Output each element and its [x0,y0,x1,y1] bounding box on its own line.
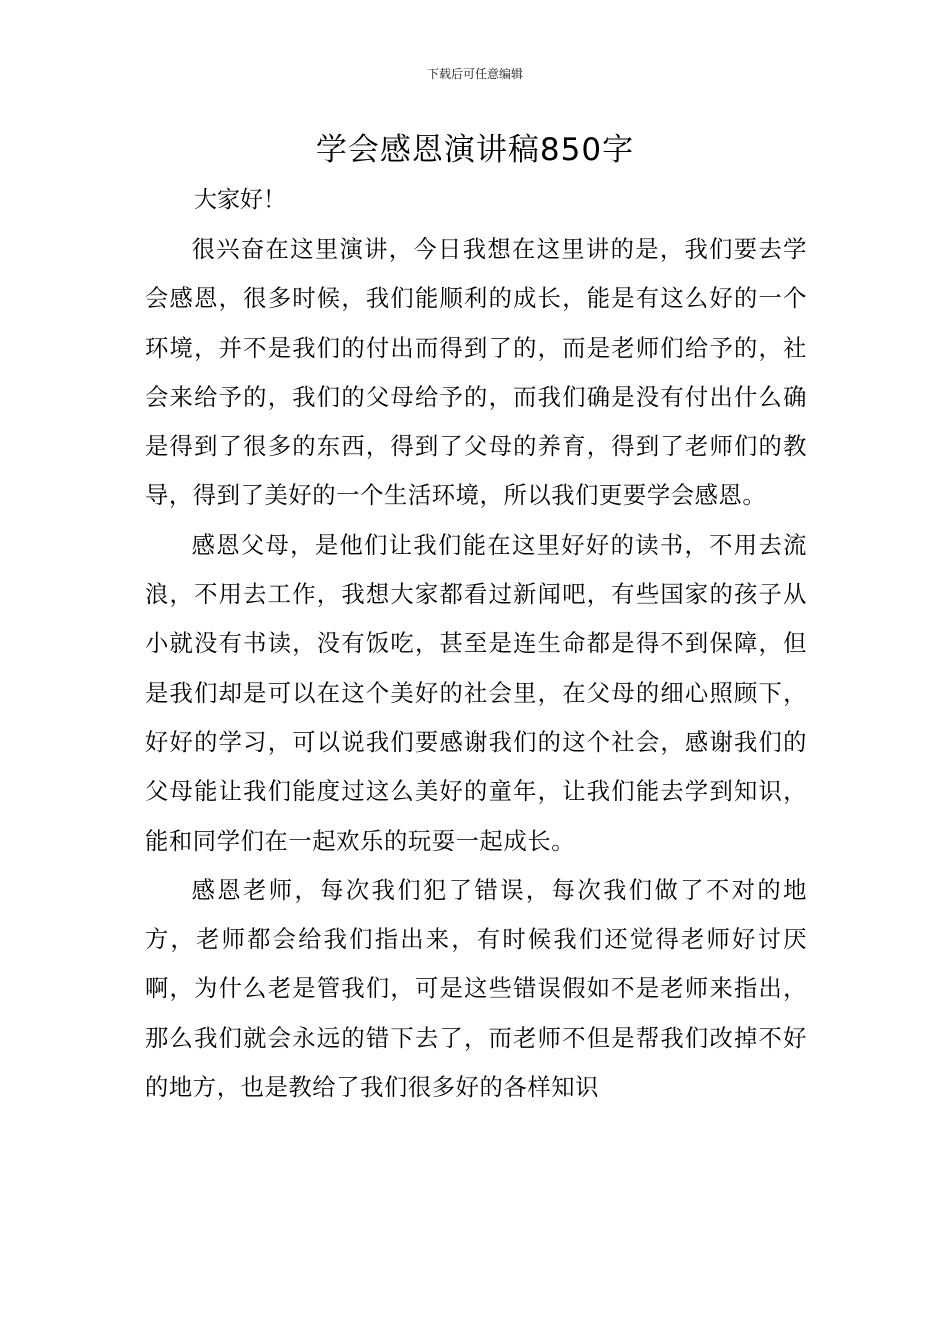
page-title: 学会感恩演讲稿850字 [315,132,635,168]
paragraph-2: 感恩父母，是他们让我们能在这里好好的读书，不用去流浪，不用去工作，我想大家都看过新闻吧，有些国家的孩子从小就没有书读，没有饭吃，甚至是连生命都是得不到保障，但是我们却是可以在这个美好的社会里，在父母的细心照顾下，好好的学习，可以说我们要感谢我们的这个社会，感谢我们的父母能让我们能度过这么美好的童年，让我们能去学到知识，能和同学们在一起欢乐的玩耍一起成长。 [145,531,807,855]
greeting: 大家好！ [194,187,286,213]
document-body [145,225,807,1112]
paragraph-1: 很兴奋在这里演讲，今日我想在这里讲的是，我们要去学会感恩，很多时候，我们能顺利的成长，能是有这么好的一个环境，并不是我们的付出而得到了的，而是老师们给予的，社会来给予的，我们的父母给予的，而我们确是没有付出什么确是得到了很多的东西，得到了父母的养育，得到了老师们的教导，得到了美好的一个生活环境，所以我们更要学会感恩。 [145,236,807,510]
paragraph-3: 感恩老师，每次我们犯了错误，每次我们做了不对的地方，老师都会给我们指出来，有时候我们还觉得老师好讨厌啊，为什么老是管我们，可是这些错误假如不是老师来指出，那么我们就会永远的错下去了，而老师不但是帮我们改掉不好的地方，也是教给了我们很多好的各样知识 [145,876,807,1102]
header-note: 下载后可任意编辑 [426,67,523,81]
